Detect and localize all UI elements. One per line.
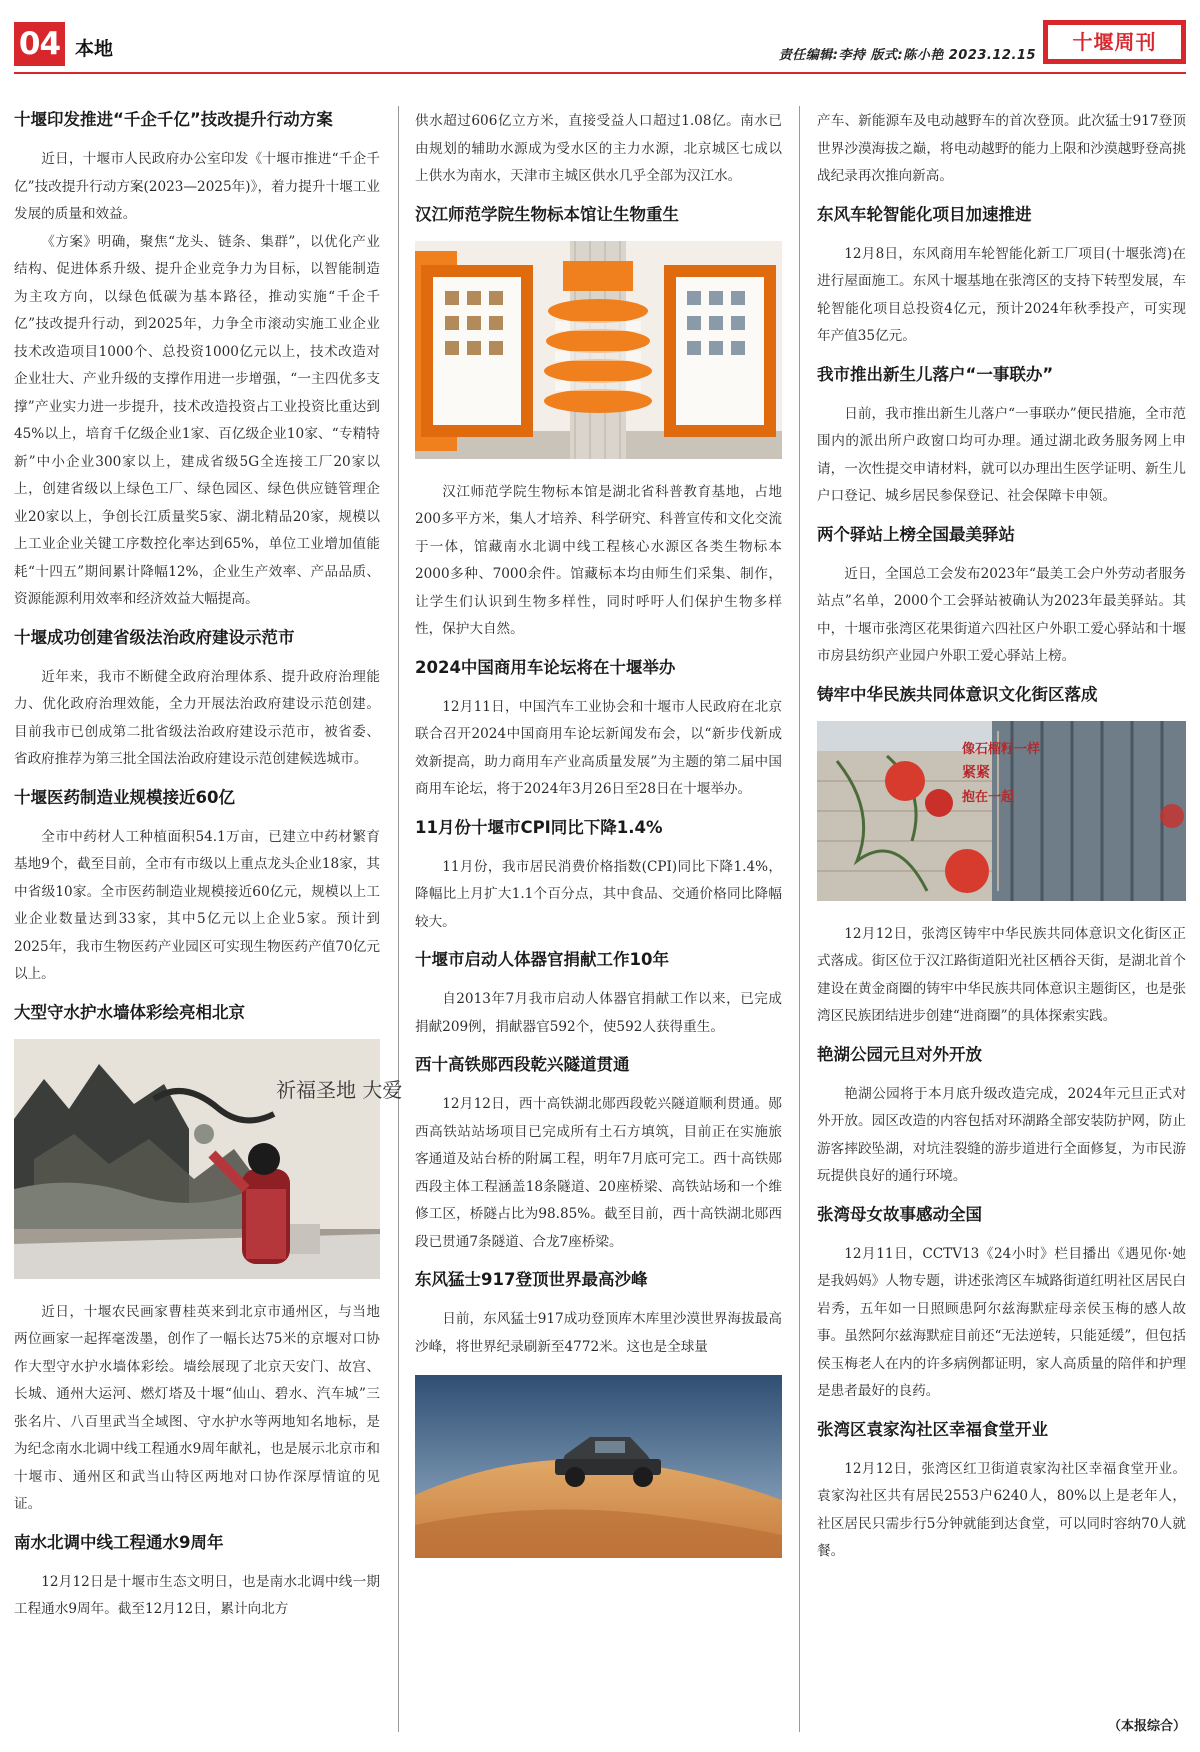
article-mural (14, 1001, 403, 1519)
article-specimen-museum (415, 203, 782, 644)
article-paragraph: 供水超过606亿立方米，直接受益人口超过1.08亿。南水已由规划的辅助水源成为受水区的主力水源，北京城区七成以上供水为南水，天津市主城区供水几乎全部为汉江水。 (415, 113, 782, 184)
article-headline: 十堰印发推进“千企千亿”技改提升行动方案 (14, 110, 333, 129)
article-mengshi-continued (817, 108, 1186, 191)
page-number: 04 (14, 22, 65, 66)
brand-name: 十堰周刊 (1048, 25, 1181, 59)
article-paragraph: 12月12日，西十高铁湖北郧西段乾兴隧道顺利贯通。郧西高铁站站场项目已完成所有土石方填筑，目前正在实施旅客通道及站台桥的附属工程，明年7月底可完工。西十高铁郧西段主体工程涵盖18条隧道、20座桥梁、高铁站场和一个维修工区，桥隧占比为98.85%。截至目前，西十高铁湖北郧西段已贯通7条隧道、合龙7座桥梁。 (415, 1096, 782, 1250)
article-ethnic-unity-street (817, 683, 1186, 1031)
article-paragraph: 12月12日，张湾区铸牢中华民族共同体意识文化街区正式落成。街区位于汉江路街道阳光社区栖谷天街，是湖北首个建设在黄金商圈的铸牢中华民族共同体意识主题街区，也是张湾区民族团结进步创建“进商圈”的具体探索实践。 (817, 925, 1186, 1024)
article-paragraph: 12月12日，张湾区红卫街道袁家沟社区幸福食堂开业。袁家沟社区共有居民2553户6240人，80%以上是老年人，社区居民只需步行5分钟就能到达食堂，可以同时容纳70人就餐。 (817, 1460, 1186, 1559)
article-headline: 汉江师范学院生物标本馆让生物重生 (415, 204, 679, 224)
mural-calligraphy: 祈福圣地 大爱 (276, 1077, 403, 1102)
article-headline: 铸牢中华民族共同体意识文化街区落成 (817, 684, 1098, 704)
article-mengshi (415, 1268, 782, 1558)
article-paragraph: 产车、新能源车及电动越野车的首次登顶。此次猛士917登顶世界沙漠海拔之巅，将电动越野的能力上限和沙漠越野登高挑战纪录再次推向新高。 (817, 113, 1186, 184)
article-paragraph: 全市中药材人工种植面积54.1万亩，已建立中药材繁育基地9个，截至目前，全市有市级以上重点龙头企业18家，其中省级10家。全市医药制造业规模接近60亿元，规模以上工业企业数量达到33家，其中5亿元以上企业5家。预计到2025年，我市生物医药产业园区可实现生物医药产值70亿元以上。 (14, 828, 380, 982)
article-headline: 2024中国商用车论坛将在十堰举办 (415, 657, 676, 677)
article-yanhu-park (817, 1043, 1186, 1191)
street-sign-line-2: 紧紧 (962, 764, 990, 781)
article-paragraph: 艳湖公园将于本月底升级改造完成，2024年元旦正式对外开放。园区改造的内容包括对环湖路全部安装防护网，防止游客摔跤坠湖，对坑洼裂缝的游步道进行全面修复，为市民游玩提供良好的通行环境。 (817, 1085, 1186, 1184)
column-divider (398, 106, 399, 1732)
header-rule (14, 72, 1186, 74)
article-paragraph: 近日，十堰农民画家曹桂英来到北京市通州区，与当地两位画家一起挥毫泼墨，创作了一幅长达75米的京堰对口协作大型守水护水墙体彩绘。墙绘展现了北京天安门、故宫、长城、通州大运河、燃灯塔及十堰“仙山、碧水、汽车城”三张名片、八百里武当全域图、守水护水等两地知名地标，是为纪念南水北调中线工程通水9周年献礼，也是展示北京市和十堰市、通州区和武当山特区两地对口协作深厚情谊的见证。 (14, 1303, 380, 1512)
masthead (14, 20, 1186, 72)
article-headline: 东风猛士917登顶世界最高沙峰 (415, 1270, 648, 1289)
article-paragraph: 自2013年7月我市启动人体器官捐献工作以来，已完成捐献209例，捐献器官592个，使592人获得重生。 (415, 991, 782, 1035)
editor-line: 责任编辑:李持 版式:陈小艳 2023.12.15 (778, 48, 1036, 63)
article-headline: 两个驿站上榜全国最美驿站 (817, 524, 1015, 544)
article-technical-upgrade (14, 108, 380, 614)
source-note: （本报综合） (1107, 1719, 1186, 1734)
street-photo-image (817, 721, 1186, 901)
street-photo (817, 721, 1186, 901)
article-tunnel (415, 1053, 782, 1256)
article-paragraph: 日前，我市推出新生儿落户“一事联办”便民措施，全市范围内的派出所户政窗口均可办理。通过湖北政务服务网上申请，一次性提交申请材料，就可以办理出生医学证明、新生儿户口登记、城乡居民参保登记、社会保障卡申领。 (817, 405, 1186, 504)
museum-photo (415, 241, 782, 459)
mural-photo (14, 1039, 403, 1279)
article-paragraph: 《方案》明确，聚焦“龙头、链条、集群”，以优化产业结构、促进体系升级、提升企业竞争力为目标，以智能制造为主攻方向，以绿色低碳为基本路径，推动实施“千企千亿”技改提升行动，到2025年，力争全市滚动实施工业企业技术改造项目1000个、总投资1000亿元以上，技术改造对企业壮大、产业升级的支撑作用进一步增强，“一主四优多支撑”产业实力进一步提升，技术改造投资占工业投资比重达到45%以上，培育千亿级企业1家、百亿级企业10家、“专精特新”中小企业300家以上，建成省级5G全连接工厂20家以上，创建省级以上绿色工厂、绿色园区、绿色供应链管理企业20家以上，争创长江质量奖5家、湖北精品20家，规模以上工业企业关键工序数控化率达到65%，单位工业增加值能耗“十四五”期间累计降幅12%，企业生产效率、产品品质、资源能源利用效率和经济效益大幅提高。 (14, 233, 380, 607)
section-title: 本地 (75, 38, 114, 60)
article-south-north-water-continued (415, 108, 782, 191)
street-sign-line-1: 像石榴籽一样 (962, 741, 1041, 757)
mural-photo-image (14, 1039, 403, 1279)
article-headline: 十堰市启动人体器官捐献工作10年 (415, 950, 669, 969)
article-law-government (14, 626, 380, 774)
article-headline: 我市推出新生儿落户“一事联办” (817, 364, 1054, 384)
article-community-canteen (817, 1418, 1186, 1566)
article-headline: 大型守水护水墙体彩绘亮相北京 (14, 1002, 245, 1022)
article-paragraph: 近日，十堰市人民政府办公室印发《十堰市推进“千企千亿”技改提升行动方案(2023—2025年)》，着力提升十堰工业发展的质量和效益。 (14, 151, 380, 222)
article-wheel-project (817, 203, 1186, 351)
museum-photo-image (415, 241, 782, 459)
column-divider (799, 106, 800, 1732)
article-organ-donation (415, 948, 782, 1041)
column-3 (817, 108, 1186, 1566)
article-south-north-water (14, 1531, 380, 1624)
desert-car-photo-image (415, 1375, 782, 1558)
article-headline: 西十高铁郧西段乾兴隧道贯通 (415, 1055, 630, 1074)
article-newborn-registration (817, 363, 1186, 511)
article-cpi (415, 816, 782, 937)
article-headline: 张湾母女故事感动全国 (817, 1204, 982, 1224)
article-headline: 艳湖公园元旦对外开放 (817, 1044, 982, 1064)
article-pharma (14, 786, 380, 989)
article-headline: 张湾区袁家沟社区幸福食堂开业 (817, 1419, 1048, 1439)
desert-car-photo (415, 1375, 782, 1558)
article-headline: 十堰医药制造业规模接近60亿 (14, 787, 235, 807)
article-paragraph: 11月份，我市居民消费价格指数(CPI)同比下降1.4%，降幅比上月扩大1.1个百分点，其中食品、交通价格同比降幅较大。 (415, 858, 782, 930)
column-2 (415, 108, 782, 1578)
article-paragraph: 近年来，我市不断健全政府治理体系、提升政府治理能力、优化政府治理效能，全力开展法治政府建设示范创建。目前我市已创成第二批省级法治政府建设示范市，被省委、省政府推荐为第三批全国法治政府建设示范创建候选城市。 (14, 668, 380, 767)
article-mother-daughter (817, 1203, 1186, 1406)
street-sign-line-3: 抱在一起 (962, 789, 1015, 805)
article-paragraph: 汉江师范学院生物标本馆是湖北省科普教育基地，占地200多平方米，集人才培养、科学研究、科普宣传和文化交流于一体，馆藏南水北调中线工程核心水源区各类生物标本2000多种、7000余件。馆藏标本均由师生们采集、制作，让学生们认识到生物多样性，同时呼吁人们保护生物多样性，保护大自然。 (415, 483, 782, 637)
article-paragraph: 12月12日是十堰市生态文明日，也是南水北调中线一期工程通水9周年。截至12月12日，累计向北方 (14, 1573, 380, 1617)
article-stations (817, 523, 1186, 671)
article-paragraph: 12月8日，东风商用车轮智能化新工厂项目(十堰张湾)在进行屋面施工。东风十堰基地在张湾区的支持下转型发展，车轮智能化项目总投资4亿元，预计2024年秋季投产，可实现年产值35亿元。 (817, 245, 1186, 344)
article-headline: 11月份十堰市CPI同比下降1.4% (415, 817, 663, 837)
article-headline: 南水北调中线工程通水9周年 (14, 1532, 224, 1552)
article-headline: 东风车轮智能化项目加速推进 (817, 204, 1032, 224)
column-1 (14, 108, 403, 1624)
article-headline: 十堰成功创建省级法治政府建设示范市 (14, 627, 295, 647)
article-commercial-vehicle-forum (415, 656, 782, 804)
article-paragraph: 12月11日，CCTV13《24小时》栏目播出《遇见你·她是我妈妈》人物专题，讲述张湾区车城路街道红明社区居民白岩秀，五年如一日照顾患阿尔兹海默症母亲侯玉梅的感人故事。虽然阿尔兹海默症目前还“无法逆转，只能延缓”，但包括侯玉梅老人在内的许多病例都证明，家人高质量的陪伴和护理是患者最好的良药。 (817, 1245, 1186, 1399)
article-paragraph: 近日，全国总工会发布2023年“最美工会户外劳动者服务站点”名单，2000个工会驿站被确认为2023年最美驿站。其中，十堰市张湾区花果街道六四社区户外职工爱心驿站和十堰市房县纺织产业园户外职工爱心驿站上榜。 (817, 565, 1186, 664)
article-paragraph: 日前，东风猛士917成功登顶库木库里沙漠世界海拔最高沙峰，将世界纪录刷新至4772米。这也是全球量 (415, 1311, 782, 1355)
brand-logo (1043, 20, 1186, 64)
article-paragraph: 12月11日，中国汽车工业协会和十堰市人民政府在北京联合召开2024中国商用车论坛新闻发布会，以“新步伐新成效新提高，助力商用车产业高质量发展”为主题的第二届中国商用车论坛，将于2024年3月26日至28日在十堰举办。 (415, 698, 782, 797)
